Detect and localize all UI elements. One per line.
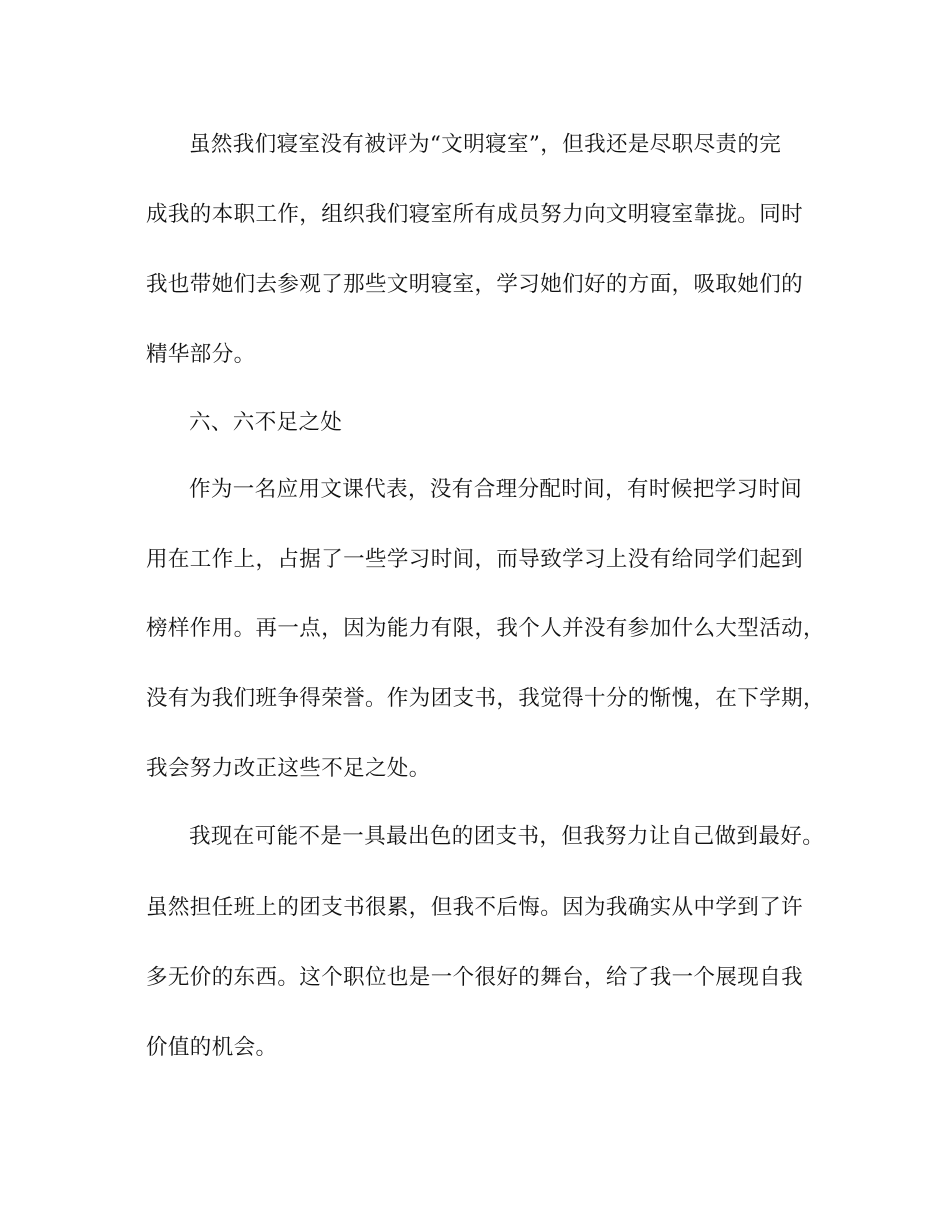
paragraph-line: 精华部分。: [146, 342, 256, 367]
paragraph-line: 我现在可能不是一具最出色的团支书，但我努力让自己做到最好。: [189, 824, 825, 849]
paragraph-line: 我会努力改正这些不足之处。: [146, 756, 431, 781]
paragraph-line: 价值的机会。: [146, 1035, 278, 1060]
section-heading: 六、六不足之处: [189, 410, 343, 435]
paragraph-line: 作为一名应用文课代表，没有合理分配时间，有时候把学习时间: [189, 477, 803, 502]
paragraph-line: 我也带她们去参观了那些文明寝室，学习她们好的方面，吸取她们的: [146, 272, 804, 297]
paragraph-line: 用在工作上，占据了一些学习时间，而导致学习上没有给同学们起到: [146, 547, 804, 572]
paragraph-line: 成我的本职工作，组织我们寝室所有成员努力向文明寝室靠拢。同时: [146, 202, 804, 227]
paragraph-line: 榜样作用。再一点，因为能力有限，我个人并没有参加什么大型活动，: [146, 616, 825, 641]
paragraph-line: 虽然我们寝室没有被评为“文明寝室”，但我还是尽职尽责的完: [189, 132, 782, 157]
paragraph-line: 虽然担任班上的团支书很累，但我不后悔。因为我确实从中学到了许: [146, 895, 804, 920]
paragraph-line: 没有为我们班争得荣誉。作为团支书，我觉得十分的惭愧，在下学期，: [146, 686, 825, 711]
paragraph-line: 多无价的东西。这个职位也是一个很好的舞台，给了我一个展现自我: [146, 965, 804, 990]
